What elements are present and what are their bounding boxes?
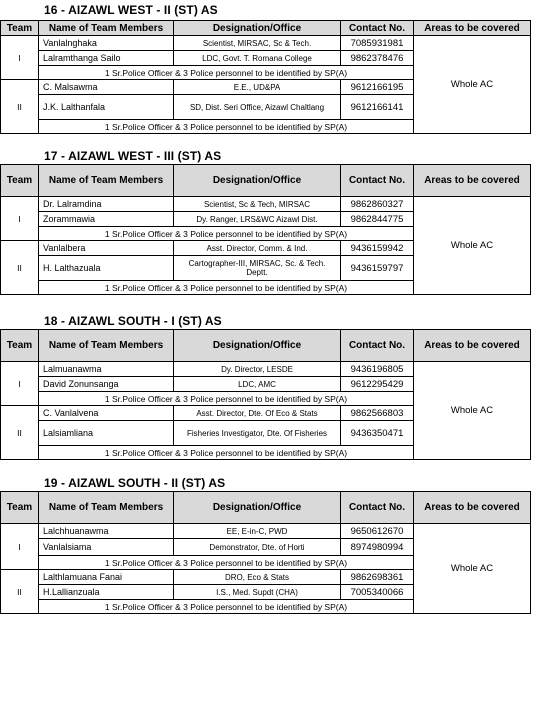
header-team: Team — [1, 165, 39, 197]
member-designation: Cartographer-III, MIRSAC, Sc. & Tech. Deptt. — [174, 256, 341, 281]
member-name: C. Vanlalvena — [39, 406, 174, 421]
team-label: II — [1, 570, 39, 614]
member-designation: Dy. Director, LESDE — [174, 362, 341, 377]
team-table — [0, 20, 531, 134]
member-name: Dr. Lalramdina — [39, 197, 174, 212]
team-table — [0, 329, 531, 460]
member-designation: Scientist, MIRSAC, Sc & Tech. — [174, 36, 341, 51]
police-note: 1 Sr.Police Officer & 3 Police personnel to be identified by SP(A) — [39, 446, 414, 460]
section-18 — [0, 314, 545, 464]
section-16 — [0, 3, 545, 133]
member-name: H. Lalthazuala — [39, 256, 174, 281]
header-designation: Designation/Office — [174, 165, 341, 197]
header-name: Name of Team Members — [39, 165, 174, 197]
header-row — [1, 492, 531, 524]
header-contact: Contact No. — [341, 492, 414, 524]
member-name: Lalmuanawma — [39, 362, 174, 377]
header-designation: Designation/Office — [174, 21, 341, 36]
header-team: Team — [1, 492, 39, 524]
police-note: 1 Sr.Police Officer & 3 Police personnel to be identified by SP(A) — [39, 281, 414, 295]
member-contact: 9862378476 — [341, 51, 414, 66]
team-table — [0, 164, 531, 295]
table-row — [1, 197, 531, 212]
team-label: I — [1, 524, 39, 570]
header-designation: Designation/Office — [174, 492, 341, 524]
table-row — [1, 362, 531, 377]
member-name: J.K. Lalthanfala — [39, 95, 174, 120]
team-label: I — [1, 362, 39, 406]
header-row — [1, 21, 531, 36]
member-name: Vanlalnghaka — [39, 36, 174, 51]
police-note: 1 Sr.Police Officer & 3 Police personnel to be identified by SP(A) — [39, 227, 414, 241]
header-team: Team — [1, 21, 39, 36]
police-note: 1 Sr.Police Officer & 3 Police personnel to be identified by SP(A) — [39, 120, 414, 134]
member-designation: Dy. Ranger, LRS&WC Aizawl Dist. — [174, 212, 341, 227]
police-note: 1 Sr.Police Officer & 3 Police personnel to be identified by SP(A) — [39, 556, 414, 570]
area-covered: Whole AC — [414, 362, 531, 460]
member-designation: LDC, AMC — [174, 377, 341, 392]
team-label: I — [1, 36, 39, 80]
header-area: Areas to be covered — [414, 165, 531, 197]
section-19 — [0, 476, 545, 621]
member-designation: Asst. Director, Dte. Of Eco & Stats — [174, 406, 341, 421]
area-covered: Whole AC — [414, 36, 531, 134]
member-contact: 9612295429 — [341, 377, 414, 392]
header-area: Areas to be covered — [414, 21, 531, 36]
header-team: Team — [1, 330, 39, 362]
member-name: Zorammawia — [39, 212, 174, 227]
member-designation: DRO, Eco & Stats — [174, 570, 341, 585]
member-designation: Scientist, Sc & Tech, MIRSAC — [174, 197, 341, 212]
team-label: II — [1, 241, 39, 295]
header-designation: Designation/Office — [174, 330, 341, 362]
member-contact: 9436350471 — [341, 421, 414, 446]
member-designation: LDC, Govt. T. Romana College — [174, 51, 341, 66]
header-contact: Contact No. — [341, 330, 414, 362]
area-covered: Whole AC — [414, 197, 531, 295]
member-contact: 9862844775 — [341, 212, 414, 227]
header-row — [1, 330, 531, 362]
police-note: 1 Sr.Police Officer & 3 Police personnel to be identified by SP(A) — [39, 392, 414, 406]
member-contact: 7085931981 — [341, 36, 414, 51]
member-contact: 9862860327 — [341, 197, 414, 212]
header-area: Areas to be covered — [414, 492, 531, 524]
team-label: I — [1, 197, 39, 241]
header-contact: Contact No. — [341, 21, 414, 36]
member-designation: EE, E-in-C, PWD — [174, 524, 341, 539]
header-name: Name of Team Members — [39, 492, 174, 524]
header-contact: Contact No. — [341, 165, 414, 197]
table-row — [1, 36, 531, 51]
member-designation: SD, Dist. Seri Office, Aizawl Chaltlang — [174, 95, 341, 120]
member-contact: 9650612670 — [341, 524, 414, 539]
member-name: H.Lallianzuala — [39, 585, 174, 600]
table-row — [1, 524, 531, 539]
member-name: Vanlalsiama — [39, 539, 174, 556]
member-designation: I.S., Med. Supdt (CHA) — [174, 585, 341, 600]
member-contact: 9612166195 — [341, 80, 414, 95]
team-label: II — [1, 80, 39, 134]
member-contact: 9862698361 — [341, 570, 414, 585]
member-name: Vanlalbera — [39, 241, 174, 256]
team-label: II — [1, 406, 39, 460]
section-title: 18 - AIZAWL SOUTH - I (ST) AS — [44, 314, 222, 328]
police-note: 1 Sr.Police Officer & 3 Police personnel to be identified by SP(A) — [39, 66, 414, 80]
member-contact: 9612166141 — [341, 95, 414, 120]
section-title: 16 - AIZAWL WEST - II (ST) AS — [44, 3, 218, 17]
member-designation: Asst. Director, Comm. & Ind. — [174, 241, 341, 256]
member-name: Lalramthanga Sailo — [39, 51, 174, 66]
member-designation: E.E., UD&PA — [174, 80, 341, 95]
area-covered: Whole AC — [414, 524, 531, 614]
member-name: Lalthlamuana Fanai — [39, 570, 174, 585]
member-name: C. Malsawma — [39, 80, 174, 95]
team-table — [0, 491, 531, 614]
member-designation: Fisheries Investigator, Dte. Of Fisheries — [174, 421, 341, 446]
section-17 — [0, 149, 545, 299]
member-contact: 9436159797 — [341, 256, 414, 281]
member-contact: 9436196805 — [341, 362, 414, 377]
member-name: Lalsiamliana — [39, 421, 174, 446]
member-contact: 9862566803 — [341, 406, 414, 421]
police-note: 1 Sr.Police Officer & 3 Police personnel to be identified by SP(A) — [39, 600, 414, 614]
member-name: Lalchhuanawma — [39, 524, 174, 539]
header-name: Name of Team Members — [39, 21, 174, 36]
section-title: 17 - AIZAWL WEST - III (ST) AS — [44, 149, 222, 163]
header-area: Areas to be covered — [414, 330, 531, 362]
member-contact: 9436159942 — [341, 241, 414, 256]
member-name: David Zonunsanga — [39, 377, 174, 392]
member-contact: 7005340066 — [341, 585, 414, 600]
member-contact: 8974980994 — [341, 539, 414, 556]
section-title: 19 - AIZAWL SOUTH - II (ST) AS — [44, 476, 226, 490]
header-name: Name of Team Members — [39, 330, 174, 362]
member-designation: Demonstrator, Dte. of Horti — [174, 539, 341, 556]
header-row — [1, 165, 531, 197]
